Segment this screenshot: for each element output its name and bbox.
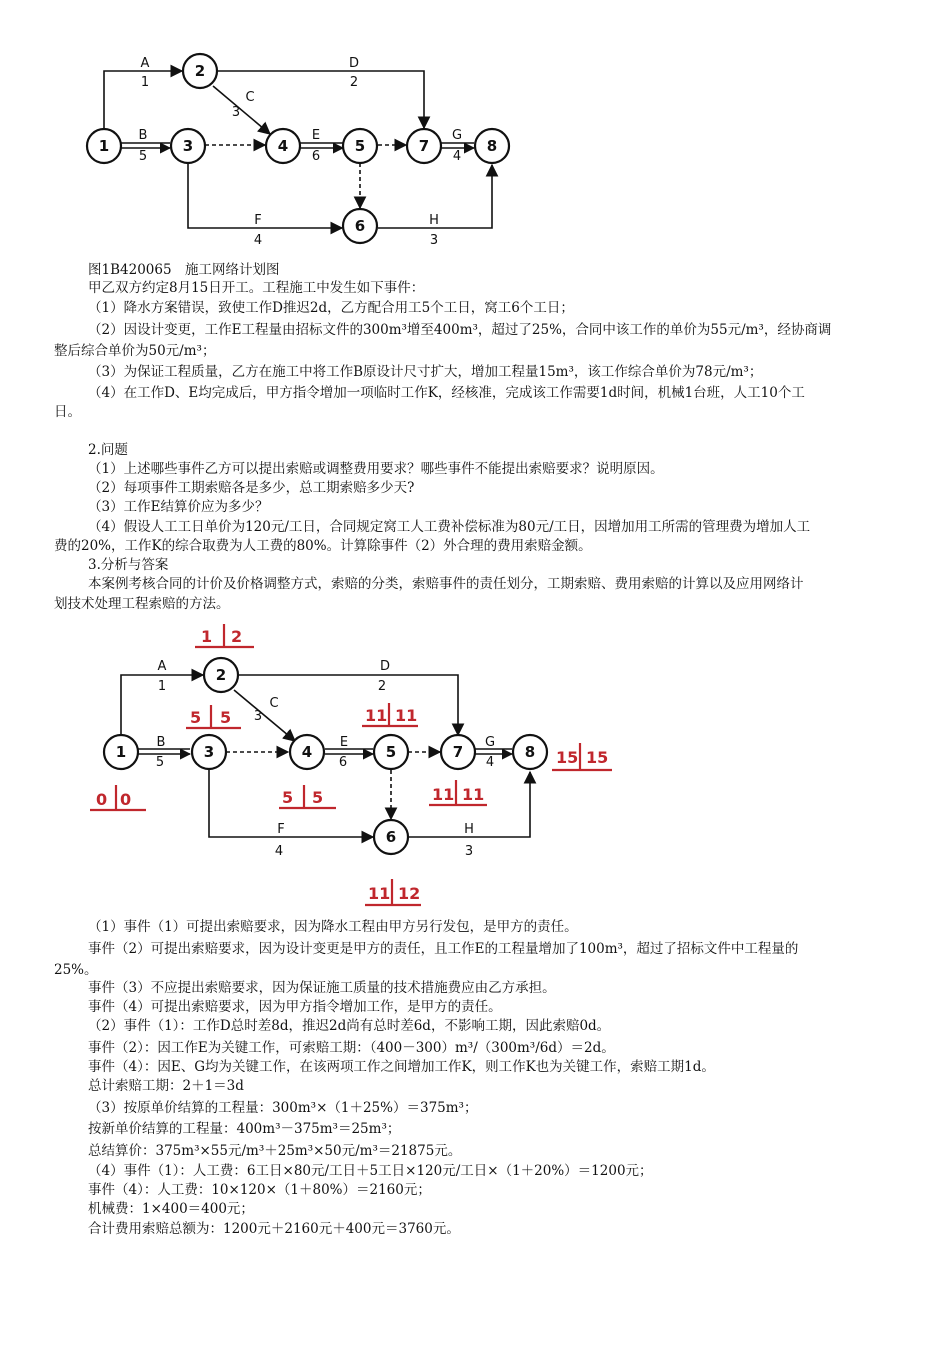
- event-line: 日。: [54, 404, 81, 420]
- answer-line: 事件（4）：人工费：10×120×（1＋80%）＝2160元；: [88, 1182, 431, 1198]
- svg-text:11: 11: [368, 884, 391, 903]
- activity-label: E: [311, 128, 321, 143]
- svg-text:3: 3: [182, 137, 194, 155]
- activity-label: C: [269, 696, 279, 711]
- activity-duration: 5: [138, 149, 148, 164]
- activity-label: E: [339, 735, 349, 750]
- activity-duration: 3: [429, 233, 439, 248]
- answer-line: 事件（4）可提出索赔要求，因为甲方指令增加工作，是甲方的责任。: [88, 999, 502, 1015]
- svg-text:15: 15: [586, 748, 609, 767]
- node-1: [104, 735, 138, 769]
- activity-label: B: [138, 128, 148, 143]
- question-line: （2）每项事件工期索赔各是多少，总工期索赔多少天?: [88, 480, 415, 496]
- svg-text:2: 2: [231, 627, 243, 646]
- node-7: [407, 129, 441, 163]
- answer-line: 合计费用索赔总额为：1200元＋2160元＋400元＝3760元。: [88, 1221, 460, 1237]
- activity-duration: 2: [349, 75, 359, 90]
- answer-line: 事件（2）：因工作E为关键工作，可索赔工期：（400－300）m³/（300m³/6d）＝2d。: [88, 1040, 615, 1056]
- node-3: [192, 735, 226, 769]
- svg-text:0: 0: [120, 790, 132, 809]
- activity-duration: 1: [157, 679, 167, 694]
- question-line: 费的20%，工作K的综合取费为人工费的80%。计算除事件（2）外合理的费用索赔金额。: [54, 538, 592, 554]
- node-7-times: [429, 780, 487, 805]
- node-1-times: [90, 785, 146, 810]
- node-8: [475, 129, 509, 163]
- answer-line: （3）按原单价结算的工程量：300m³×（1＋25%）＝375m³；: [88, 1100, 478, 1116]
- analysis-line: 划技术处理工程索赔的方法。: [54, 596, 230, 612]
- svg-text:8: 8: [486, 137, 498, 155]
- node-6: [343, 209, 377, 243]
- node-4-times: [279, 785, 336, 808]
- svg-text:7: 7: [418, 137, 430, 155]
- event-line: （2）因设计变更，工作E工程量由招标文件的300m³增至400m³，超过了25%，合同中该工作的单价为55元/m³，经协商调: [88, 322, 832, 338]
- answer-line: 25%。: [54, 962, 98, 978]
- activity-duration: 3: [253, 709, 263, 724]
- svg-text:2: 2: [215, 666, 227, 684]
- node-2: [183, 54, 217, 88]
- activity-label: B: [156, 735, 166, 750]
- question-line: （3）工作E结算价应为多少？: [88, 499, 269, 515]
- answer-line: 事件（4）：因E、G均为关键工作，在该两项工作之间增加工作K，则工作K也为关键工作，索赔工期1d。: [88, 1059, 715, 1075]
- svg-text:4: 4: [277, 137, 289, 155]
- node-5-times: [362, 703, 418, 726]
- answer-line: 事件（3）不应提出索赔要求，因为保证施工质量的技术措施费应由乙方承担。: [88, 980, 556, 996]
- svg-text:2: 2: [194, 62, 206, 80]
- svg-text:11: 11: [365, 706, 388, 725]
- svg-text:11: 11: [462, 785, 485, 804]
- event-line: （3）为保证工程质量，乙方在施工中将工作B原设计尺寸扩大，增加工程量15m³，该工作综合单价为78元/m³；: [88, 364, 763, 380]
- question-line: （1）上述哪些事件乙方可以提出索赔或调整费用要求？哪些事件不能提出索赔要求？说明原因。: [88, 461, 664, 477]
- node-3-times: [186, 705, 241, 728]
- node-4: [290, 735, 324, 769]
- answer-line: 按新单价结算的工程量：400m³－375m³＝25m³；: [88, 1121, 401, 1137]
- svg-text:12: 12: [398, 884, 421, 903]
- event-line: 整后综合单价为50元/m³；: [54, 343, 216, 359]
- answer-line: 总结算价：375m³×55元/m³＋25m³×50元/m³＝21875元。: [88, 1143, 462, 1159]
- event-line: （1）降水方案错误，致使工作D推迟2d，乙方配合用工5个工日，窝工6个工日；: [88, 300, 574, 316]
- activity-duration: 4: [274, 844, 284, 859]
- node-2: [204, 658, 238, 692]
- svg-text:15: 15: [556, 748, 579, 767]
- node-5: [374, 735, 408, 769]
- node-8-times: [552, 743, 612, 770]
- activity-duration: 6: [311, 149, 321, 164]
- node-1: [87, 129, 121, 163]
- node-6: [374, 820, 408, 854]
- svg-text:7: 7: [452, 743, 464, 761]
- svg-text:5: 5: [190, 708, 202, 727]
- activity-duration: 4: [253, 233, 263, 248]
- node-2-times: [195, 624, 254, 647]
- questions-title: 2.问题: [88, 442, 128, 458]
- activity-duration: 2: [377, 679, 387, 694]
- activity-label: C: [245, 90, 255, 105]
- activity-duration: 5: [155, 755, 165, 770]
- activity-label: D: [348, 56, 360, 71]
- activity-duration: 3: [231, 105, 241, 120]
- event-line: （4）在工作D、E均完成后，甲方指令增加一项临时工作K，经核准，完成该工作需要1d时间，机械1台班，人工10个工: [88, 385, 805, 401]
- svg-text:5: 5: [385, 743, 397, 761]
- answer-line: （2）事件（1）：工作D总时差8d，推迟2d尚有总时差6d，不影响工期，因此索赔0d。: [88, 1018, 611, 1034]
- svg-text:5: 5: [354, 137, 366, 155]
- activity-label: H: [464, 822, 474, 837]
- activity-label: F: [254, 213, 262, 228]
- answer-line: 事件（2）可提出索赔要求，因为设计变更是甲方的责任，且工作E的工程量增加了100m³，超过了招标文件中工程量的: [88, 941, 799, 957]
- svg-text:6: 6: [385, 828, 397, 846]
- activity-c-arrow: [234, 690, 295, 741]
- svg-text:5: 5: [312, 788, 324, 807]
- activity-duration: 1: [140, 75, 150, 90]
- node-3: [171, 129, 205, 163]
- question-line: （4）假设人工工日单价为120元/工日，合同规定窝工人工费补偿标准为80元/工日，因增加用工所需的管理费为增加人工: [88, 519, 811, 535]
- activity-duration: 4: [452, 149, 462, 164]
- svg-text:11: 11: [395, 706, 418, 725]
- node-7: [441, 735, 475, 769]
- analysis-title: 3.分析与答案: [88, 557, 169, 573]
- activity-label: D: [379, 659, 391, 674]
- answer-line: （4）事件（1）：人工费：6工日×80元/工日＋5工日×120元/工日×（1＋20%）＝1200元；: [88, 1163, 653, 1179]
- svg-text:11: 11: [432, 785, 455, 804]
- answer-line: （1）事件（1）可提出索赔要求，因为降水工程由甲方另行发包，是甲方的责任。: [88, 919, 578, 935]
- activity-f-arrow: [188, 163, 342, 228]
- activity-label: G: [451, 128, 463, 143]
- intro-text: 甲乙双方约定8月15日开工。工程施工中发生如下事件：: [88, 280, 425, 296]
- svg-text:5: 5: [282, 788, 294, 807]
- activity-label: H: [429, 213, 439, 228]
- activity-c-arrow: [213, 86, 270, 134]
- svg-text:1: 1: [201, 627, 213, 646]
- svg-text:6: 6: [354, 217, 366, 235]
- network-diagram-1: [0, 0, 950, 260]
- activity-label: A: [140, 56, 150, 71]
- answer-line: 机械费：1×400＝400元；: [88, 1201, 254, 1217]
- node-6-times: [365, 879, 421, 905]
- node-8: [513, 735, 547, 769]
- svg-text:5: 5: [220, 708, 232, 727]
- svg-text:1: 1: [98, 137, 110, 155]
- figure-caption: 图1B420065 施工网络计划图: [88, 262, 280, 278]
- activity-duration: 4: [485, 755, 495, 770]
- svg-text:4: 4: [301, 743, 313, 761]
- activity-label: G: [484, 735, 496, 750]
- activity-label: A: [157, 659, 167, 674]
- activity-label: F: [277, 822, 285, 837]
- answer-line: 总计索赔工期：2＋1＝3d: [88, 1078, 244, 1094]
- svg-text:0: 0: [96, 790, 108, 809]
- svg-text:3: 3: [203, 743, 215, 761]
- activity-duration: 6: [338, 755, 348, 770]
- svg-text:8: 8: [524, 743, 536, 761]
- node-4: [266, 129, 300, 163]
- activity-duration: 3: [464, 844, 474, 859]
- node-5: [343, 129, 377, 163]
- analysis-line: 本案例考核合同的计价及价格调整方式，索赔的分类，索赔事件的责任划分，工期索赔、费用索赔的计算以及应用网络计: [88, 576, 804, 592]
- svg-text:1: 1: [115, 743, 127, 761]
- network-diagram-2: [0, 615, 950, 915]
